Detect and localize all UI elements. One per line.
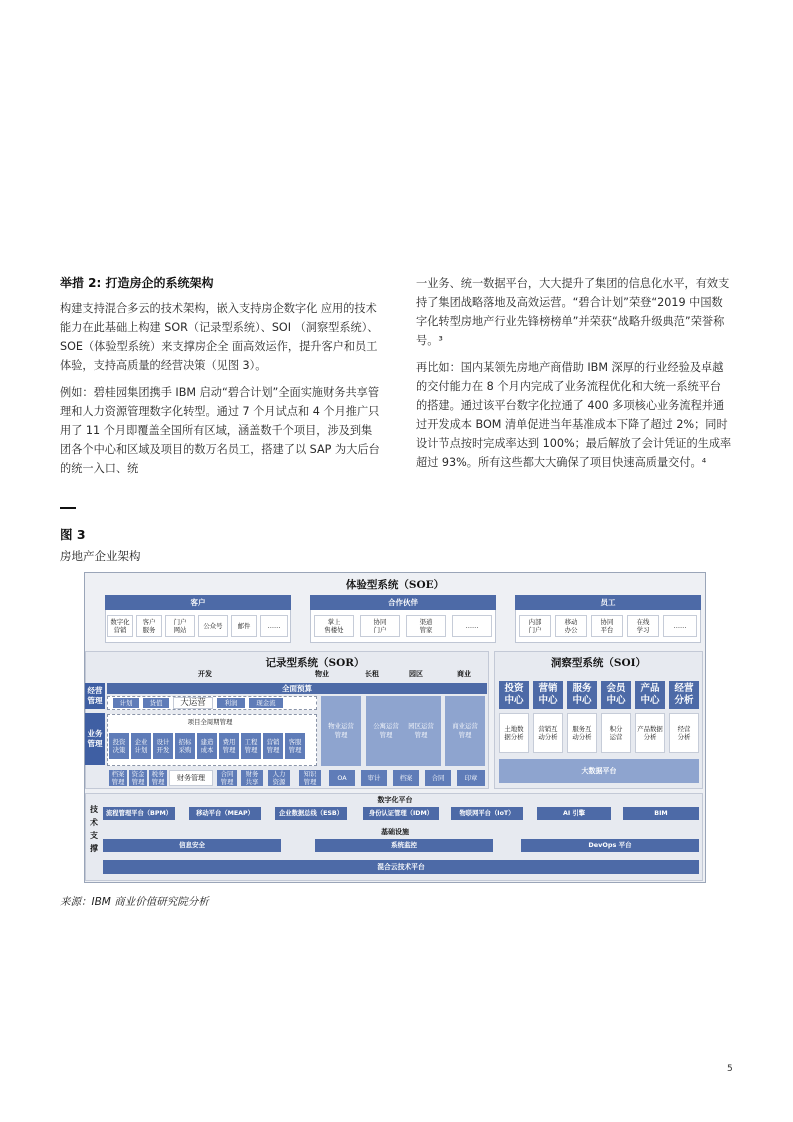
- soe-item: 渠道 管家: [406, 615, 446, 637]
- tech-side-label: 技术 支撑: [90, 805, 98, 853]
- soe-item: 协同 平台: [591, 615, 623, 637]
- digital-item: BIM: [623, 807, 699, 820]
- soi-center: 产品 中心: [635, 681, 665, 709]
- biz-item: 企业 计划: [131, 733, 151, 759]
- biz-item: 招标 采购: [175, 733, 195, 759]
- soe-group-employee-title: 员工: [515, 595, 701, 610]
- soe-item: ……: [663, 615, 697, 637]
- digital-item: 移动平台（MEAP）: [189, 807, 261, 820]
- left-paragraph-2: 例如：碧桂园集团携手 IBM 启动“碧合计划”全面实施财务共享管理和人力资源管理数字化转型。通过 7 个月试点和 4 个月推广只用了 11 个月即覆盖全国所有区域，涵盖数千个项目，涉及到集团各个中心和区域及项目的数万名员工，搭建了以 SAP 为大后台的统一入口、统: [60, 386, 380, 475]
- support-item: 印章: [457, 770, 485, 786]
- support-item: 财务管理: [169, 770, 213, 786]
- soi-center: 会员 中心: [601, 681, 631, 709]
- soi-center: 经营 分析: [669, 681, 699, 709]
- biz-item: 建造 成本: [197, 733, 217, 759]
- biz-item: 客服 管理: [285, 733, 305, 759]
- support-item: 知识 管理: [299, 770, 321, 786]
- digital-item: 物联网平台（IoT）: [451, 807, 523, 820]
- digital-item: 企业数据总线（ESB）: [275, 807, 347, 820]
- big-data-platform: 大数据平台: [499, 759, 699, 783]
- soi-sub-item: 产品数据 分析: [635, 713, 665, 753]
- digital-item: 身份认证管理（IDM）: [363, 807, 439, 820]
- right-column: [416, 274, 732, 480]
- left-paragraph-1: 构建支持混合多云的技术架构，嵌入支持房企数字化 应用的技术能力在此基础上构建 SOR（记录型系统）、SOI （洞察型系统）、SOE（体验型系统）来支撑房企全 面高效运作，提升客户和员工体验，支持高质量的经营决策（见图 3）。: [60, 302, 379, 372]
- soe-item: ……: [452, 615, 492, 637]
- support-item: 税务 管理: [149, 770, 167, 786]
- biz-item: 投资 决策: [109, 733, 129, 759]
- soe-item: 内部 门户: [519, 615, 551, 637]
- soi-center: 投资 中心: [499, 681, 529, 709]
- sor-title: 记录型系统（SOR）: [265, 657, 365, 669]
- sor-column-header: 长租: [365, 670, 379, 678]
- infrastructure-title: 基础设施: [381, 828, 409, 836]
- figure-source: 来源：IBM 商业价值研究院分析: [60, 896, 209, 908]
- project-lifecycle-title: 项目全周期管理: [187, 718, 233, 726]
- infra-item: 信息安全: [103, 839, 281, 852]
- ops-box: 物业运营 管理: [321, 696, 361, 766]
- support-item: 资金 管理: [129, 770, 147, 786]
- soi-center: 营销 中心: [533, 681, 563, 709]
- soe-group-customer-title: 客户: [105, 595, 291, 610]
- infra-item: 系统监控: [315, 839, 493, 852]
- right-paragraph-1: 一业务、统一数据平台，大大提升了集团的信息化水平，有效支持了集团战略落地及高效运营。“碧合计划”荣登“2019 中国数字化转型房地产行业先锋榜榜单”并荣获“战略升级典范”荣誉称号。³: [416, 277, 730, 347]
- biz-item: 费用 管理: [219, 733, 239, 759]
- sor-column-header: 物业: [315, 670, 329, 678]
- soi-sub-item: 积分 运营: [601, 713, 631, 753]
- soe-group-partner-title: 合作伙伴: [310, 595, 496, 610]
- infra-item: DevOps 平台: [521, 839, 699, 852]
- ops-item: 大运营: [173, 697, 213, 709]
- section-divider: [60, 507, 76, 509]
- soe-item: 数字化 营销: [107, 615, 133, 637]
- sor-column-header: 园区: [409, 670, 423, 678]
- right-paragraph-2: 再比如：国内某领先房地产商借助 IBM 深厚的行业经验及卓越的交付能力在 8 个月内完成了业务流程优化和大统一系统平台的搭建。通过该平台数字化拉通了 400 多项核心业务流程并通过开发成本 BOM 清单促进当年基准成本下降了超过 2%；同时设计节点按时完成率达到 100%；最后解放了会计凭证的生成率超过 93%。所有这些都大大确保了项目快速高质量交付。⁴: [416, 361, 732, 469]
- figure-label: 图 3: [60, 527, 86, 542]
- figure-subtitle: 房地产企业架构: [60, 549, 141, 563]
- ops-box: 公寓运营 管理: [366, 696, 406, 766]
- soe-item: 门户 网站: [165, 615, 195, 637]
- support-item: 合同: [425, 770, 451, 786]
- architecture-diagram: [84, 572, 706, 883]
- support-item: 合同 管理: [217, 770, 237, 786]
- ops-item: 计划: [113, 698, 139, 708]
- overall-budget-bar: 全面预算: [107, 683, 487, 694]
- support-item: 审计: [361, 770, 387, 786]
- soe-item: 协同 门户: [360, 615, 400, 637]
- ops-box: 商业运营 管理: [445, 696, 485, 766]
- digital-platform-title: 数字化平台: [377, 796, 413, 804]
- section-heading: 举措 2: 打造房企的系统架构: [60, 276, 214, 290]
- support-item: 档案: [393, 770, 419, 786]
- soe-item: ……: [260, 615, 288, 637]
- biz-item: 设计 开发: [153, 733, 173, 759]
- support-item: 档案 管理: [109, 770, 127, 786]
- soi-sub-item: 土地数 据分析: [499, 713, 529, 753]
- sor-column-header: 开发: [198, 670, 212, 678]
- support-item: 财务 共享: [241, 770, 263, 786]
- support-item: OA: [329, 770, 355, 786]
- soi-sub-item: 服务互 动分析: [567, 713, 597, 753]
- soe-item: 掌上 售楼处: [314, 615, 354, 637]
- left-column: [60, 274, 382, 486]
- sor-column-header: 商业: [457, 670, 471, 678]
- digital-item: 流程管理平台（BPM）: [103, 807, 175, 820]
- biz-item: 营销 管理: [263, 733, 283, 759]
- ops-item: 货值: [143, 698, 169, 708]
- ops-item: 现金流: [249, 698, 283, 708]
- soe-item: 邮件: [231, 615, 257, 637]
- soi-sub-item: 营销互 动分析: [533, 713, 563, 753]
- page-number: 5: [727, 1064, 733, 1074]
- support-item: 人力 资源: [268, 770, 290, 786]
- soe-item: 客户 服务: [136, 615, 162, 637]
- hybrid-cloud-platform: 混合云技术平台: [103, 860, 699, 874]
- soe-item: 公众号: [198, 615, 228, 637]
- soi-center: 服务 中心: [567, 681, 597, 709]
- side-label-operations: 经营 管理: [85, 683, 105, 709]
- soe-item: 在线 学习: [627, 615, 659, 637]
- soe-item: 移动 办公: [555, 615, 587, 637]
- side-label-business: 业务 管理: [85, 713, 105, 765]
- ops-item: 利润: [217, 698, 245, 708]
- soi-title: 洞察型系统（SOI）: [550, 657, 647, 669]
- soe-title: 体验型系统（SOE）: [345, 579, 445, 591]
- digital-item: AI 引擎: [537, 807, 611, 820]
- soi-sub-item: 经营 分析: [669, 713, 699, 753]
- biz-item: 工程 管理: [241, 733, 261, 759]
- ops-box: 园区运营 管理: [401, 696, 441, 766]
